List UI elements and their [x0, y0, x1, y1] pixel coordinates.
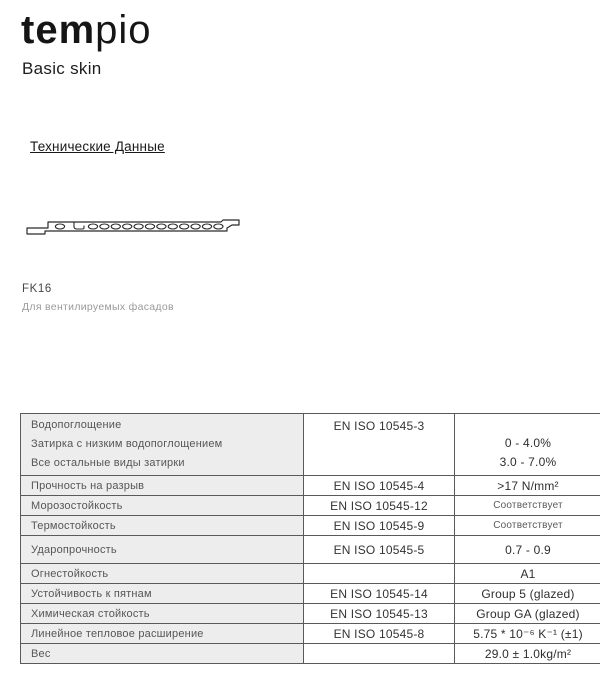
property-cell: Линейное тепловое расширение — [21, 624, 304, 644]
value-line: 0 - 4.0% — [504, 436, 552, 450]
technical-data-link[interactable]: Технические Данные — [30, 139, 165, 154]
value-cell: Group GA (glazed) — [455, 604, 600, 624]
value-cell: Соответствует — [455, 496, 600, 516]
value-cell: 29.0 ± 1.0kg/m² — [455, 644, 600, 664]
value-cell: A1 — [455, 564, 600, 584]
table-row — [21, 564, 600, 584]
value-line: 3.0 - 7.0% — [499, 455, 557, 469]
property-cell: Морозостойкость — [21, 496, 304, 516]
product-line-title: Basic skin — [22, 59, 102, 78]
specs-table — [20, 413, 600, 664]
standard-cell: EN ISO 10545-8 — [304, 624, 455, 644]
value-cell: 5.75 * 10⁻⁶ K⁻¹ (±1) — [455, 624, 600, 644]
panel-profile-drawing — [18, 216, 250, 240]
table-row — [21, 604, 600, 624]
table-row — [21, 624, 600, 644]
property-cell: Устойчивость к пятнам — [21, 584, 304, 604]
logo — [21, 8, 152, 52]
value-cell: >17 N/mm² — [455, 476, 600, 496]
table-row — [21, 414, 600, 476]
property-cell: Прочность на разрыв — [21, 476, 304, 496]
value-cell: Group 5 (glazed) — [455, 584, 600, 604]
standard-cell: EN ISO 10545-3 — [304, 414, 455, 476]
property-cell: Химическая стойкость — [21, 604, 304, 624]
standard-cell: EN ISO 10545-9 — [304, 516, 455, 536]
standard-cell: EN ISO 10545-4 — [304, 476, 455, 496]
standard-cell: EN ISO 10545-5 — [304, 536, 455, 564]
value-cell — [455, 414, 600, 476]
table-row — [21, 496, 600, 516]
property-line: Затирка с низким водопоглощением — [31, 438, 223, 450]
logo-bold-part: tem — [21, 8, 96, 52]
property-cell: Ударопрочность — [21, 536, 304, 564]
property-line: Водопоглощение — [31, 419, 122, 431]
property-cell: Огнестойкость — [21, 564, 304, 584]
standard-cell — [304, 644, 455, 664]
product-description: Для вентилируемых фасадов — [22, 301, 174, 313]
property-line: Все остальные виды затирки — [31, 457, 185, 469]
standard-cell: EN ISO 10545-14 — [304, 584, 455, 604]
table-row — [21, 584, 600, 604]
table-row — [21, 516, 600, 536]
logo-light-part: pio — [95, 8, 152, 52]
property-cell: Термостойкость — [21, 516, 304, 536]
table-row — [21, 644, 600, 664]
standard-cell — [304, 564, 455, 584]
value-cell: 0.7 - 0.9 — [455, 536, 600, 564]
property-cell — [21, 414, 304, 476]
product-code: FK16 — [22, 283, 52, 295]
property-cell: Вес — [21, 644, 304, 664]
standard-cell: EN ISO 10545-12 — [304, 496, 455, 516]
table-row — [21, 536, 600, 564]
value-line — [456, 415, 600, 434]
standard-cell: EN ISO 10545-13 — [304, 604, 455, 624]
value-cell: Соответствует — [455, 516, 600, 536]
table-row — [21, 476, 600, 496]
